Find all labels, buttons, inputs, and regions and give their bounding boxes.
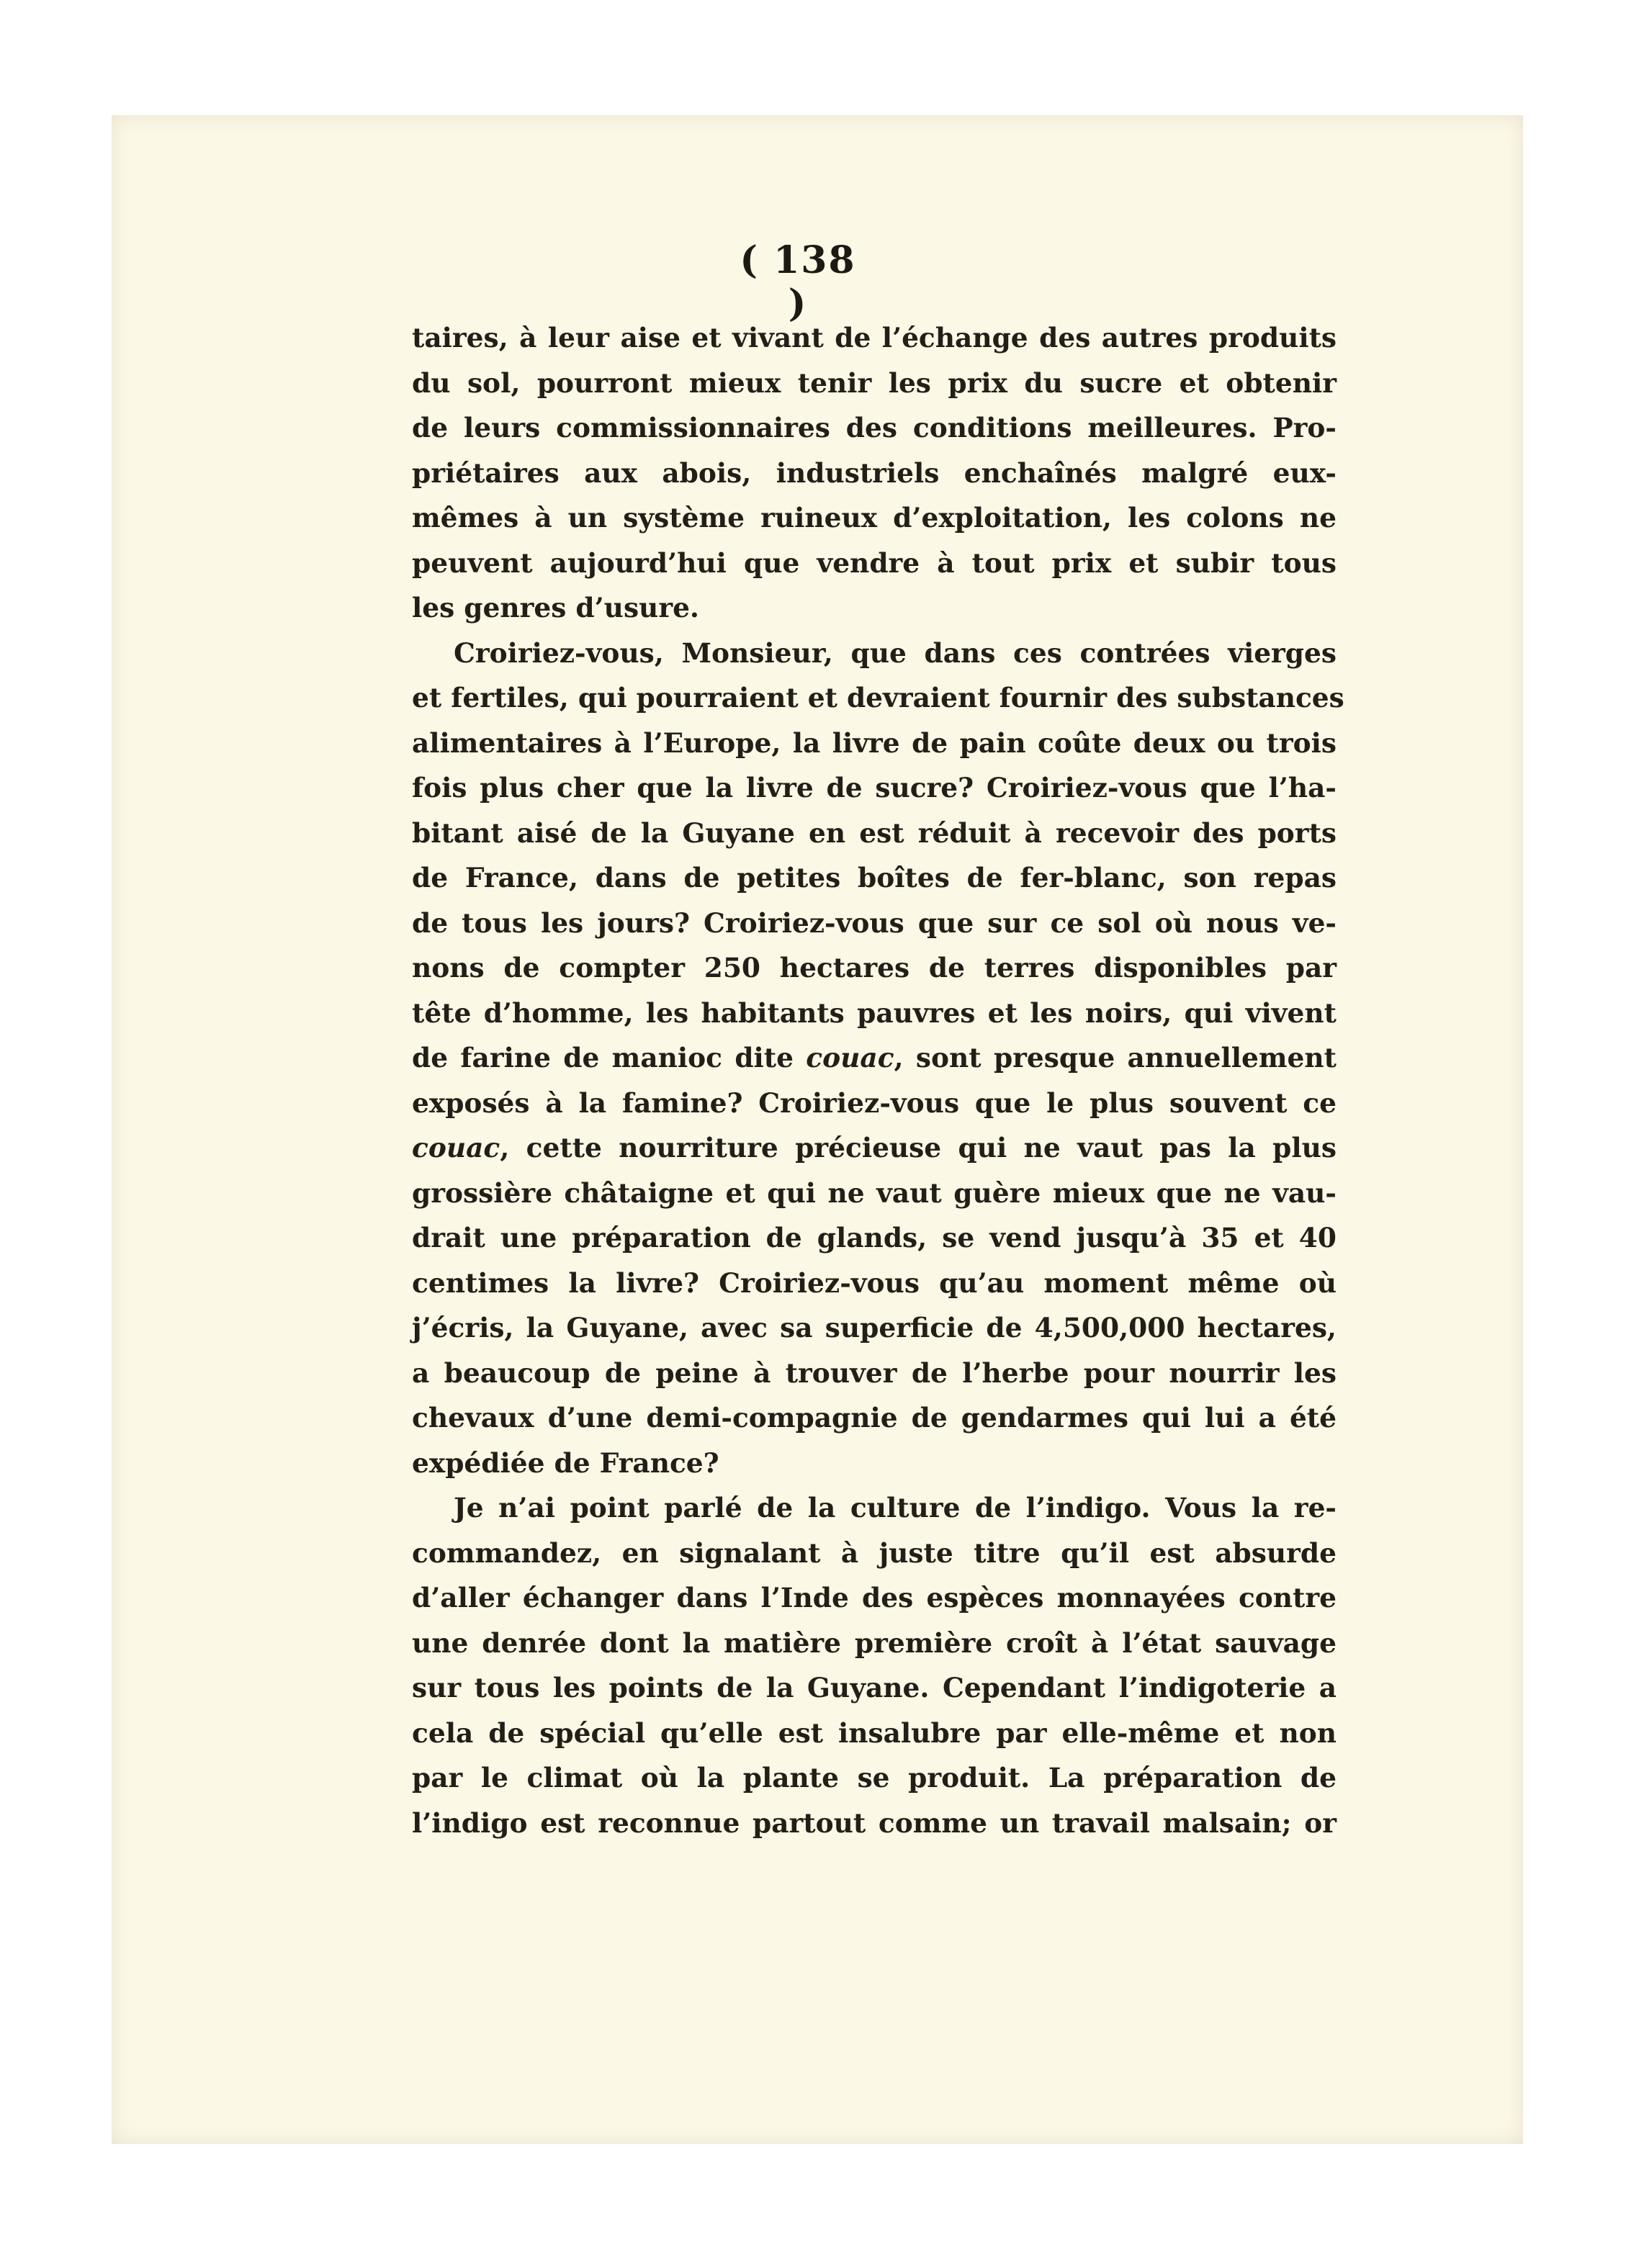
text-segment: , cette nourriture précieuse qui ne vaut pas la plus — [500, 1132, 1337, 1164]
text-line: du sol, pourront mieux tenir les prix du sucre et obtenir — [412, 366, 1337, 399]
text-line: les genres d’usure. — [412, 592, 699, 624]
text-line: drait une préparation de glands, se vend jusqu’à 35 et 40 — [412, 1222, 1337, 1254]
text-line: taires, à leur aise et vivant de l’échange des autres produits — [412, 322, 1337, 354]
text-line: bitant aisé de la Guyane en est réduit à recevoir des ports — [412, 816, 1337, 849]
text-line: commandez, en signalant à juste titre qu’il est absurde — [412, 1536, 1337, 1569]
body-text — [412, 315, 1344, 1845]
text-line: centimes la livre? Croiriez-vous qu’au moment même où — [412, 1266, 1337, 1299]
text-line: sur tous les points de la Guyane. Cependant l’indigoterie a — [412, 1672, 1337, 1704]
text-line: de tous les jours? Croiriez-vous que sur ce sol où nous ve- — [412, 906, 1337, 939]
text-line: par le climat où la plante se produit. La préparation de — [412, 1762, 1337, 1794]
text-line: une denrée dont la matière première croît à l’état sauvage — [412, 1626, 1337, 1659]
text-line: et fertiles, qui pourraient et devraient fournir des substances — [412, 682, 1344, 714]
text-line: alimentaires à l’Europe, la livre de pain coûte deux ou trois — [412, 726, 1337, 759]
text-line-with-italic — [412, 1035, 1337, 1081]
text-line: a beaucoup de peine à trouver de l’herbe pour nourrir les — [412, 1356, 1337, 1389]
text-line: peuvent aujourd’hui que vendre à tout prix et subir tous — [412, 546, 1337, 579]
text-line: exposés à la famine? Croiriez-vous que le plus souvent ce — [412, 1086, 1337, 1119]
text-line: priétaires aux abois, industriels enchaînés malgré eux- — [412, 456, 1337, 489]
text-line: mêmes à un système ruineux d’exploitation, les colons ne — [412, 502, 1337, 534]
text-line: nons de compter 250 hectares de terres disponibles par — [412, 952, 1337, 984]
text-line: fois plus cher que la livre de sucre? Croiriez-vous que l’ha- — [412, 772, 1337, 804]
text-segment: de farine de manioc dite — [412, 1042, 807, 1074]
italic-term: couac — [806, 1042, 894, 1074]
text-line: grossière châtaigne et qui ne vaut guère mieux que ne vau- — [412, 1176, 1337, 1209]
text-line: l’indigo est reconnue partout comme un travail malsain; or — [412, 1806, 1337, 1839]
text-line: d’aller échanger dans l’Inde des espèces monnayées contre — [412, 1582, 1337, 1614]
text-line: tête d’homme, les habitants pauvres et les noirs, qui vivent — [412, 996, 1337, 1029]
text-segment: , sont presque annuellement — [894, 1042, 1337, 1074]
text-line: de France, dans de petites boîtes de fer-blanc, son repas — [412, 862, 1337, 894]
text-line: chevaux d’une demi-compagnie de gendarmes qui lui a été — [412, 1402, 1337, 1434]
text-line: expédiée de France? — [412, 1446, 719, 1479]
text-line: Croiriez-vous, Monsieur, que dans ces contrées vierges — [454, 636, 1337, 669]
text-line: j’écris, la Guyane, avec sa superficie de 4,500,000 hectares, — [412, 1312, 1337, 1344]
text-line: cela de spécial qu’elle est insalubre par elle-même et non — [412, 1716, 1337, 1749]
text-line-with-italic — [412, 1125, 1337, 1171]
text-line: Je n’ai point parlé de la culture de l’indigo. Vous la re- — [454, 1492, 1337, 1524]
italic-term: couac — [412, 1132, 500, 1164]
page-number: ( 138 ) — [740, 238, 856, 325]
text-line: de leurs commissionnaires des conditions meilleures. Pro- — [412, 412, 1337, 444]
